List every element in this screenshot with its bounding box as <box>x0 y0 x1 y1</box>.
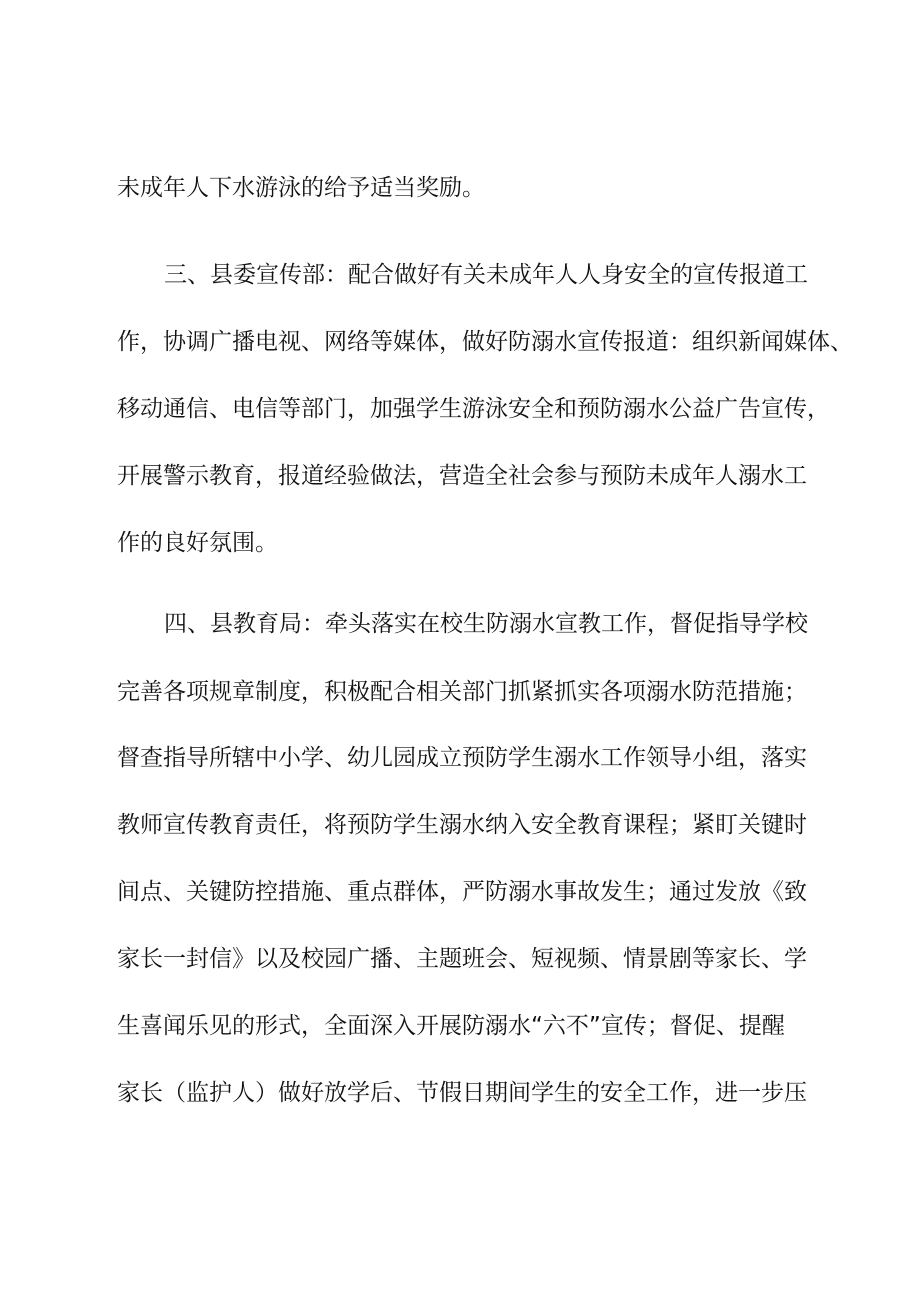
line-text: 生喜闻乐见的形式，全面深入开展防溺水“六不”宣传；督促、提醒 <box>117 1013 785 1039</box>
line-text: 家长（监护人）做好放学后、节假日期间学生的安全工作，进一步压 <box>117 1080 807 1106</box>
line-text: 四、县教育局：牵头落实在校生防溺水宣教工作，督促指导学校 <box>164 611 808 637</box>
line-text: 完善各项规章制度，积极配合相关部门抓紧抓实各项溺水防范措施； <box>117 679 807 705</box>
paragraph-line <box>0 604 920 644</box>
line-text: 三、县委宣传部：配合做好有关未成年人人身安全的宣传报道工 <box>164 262 808 288</box>
line-text: 教师宣传教育责任，将预防学生溺水纳入安全教育课程；紧盯关键时 <box>117 812 807 838</box>
paragraph-line <box>0 456 920 496</box>
paragraph-line <box>0 322 920 362</box>
line-text: 间点、关键防控措施、重点群体，严防溺水事故发生；通过发放《致 <box>117 879 807 905</box>
line-text: 移动通信、电信等部门，加强学生游泳安全和预防溺水公益广告宣传， <box>117 396 830 422</box>
paragraph-line <box>0 255 920 295</box>
paragraph-line <box>0 672 920 712</box>
paragraph-line <box>0 872 920 912</box>
line-text: 开展警示教育，报道经验做法，营造全社会参与预防未成年人溺水工 <box>117 463 807 489</box>
paragraph-line <box>0 738 920 778</box>
line-text: 作的良好氛围。 <box>117 530 278 556</box>
line-text: 家长一封信》以及校园广播、主题班会、短视频、情景剧等家长、学 <box>117 946 807 972</box>
paragraph-line <box>0 939 920 979</box>
paragraph-line <box>0 1073 920 1113</box>
paragraph-line <box>0 805 920 845</box>
line-text: 督查指导所辖中小学、幼儿园成立预防学生溺水工作领导小组，落实 <box>117 745 807 771</box>
line-text: 作，协调广播电视、网络等媒体，做好防溺水宣传报道：组织新闻媒体、 <box>117 329 853 355</box>
paragraph-line <box>0 1006 920 1046</box>
paragraph-line <box>0 523 920 563</box>
line-text: 未成年人下水游泳的给予适当奖励。 <box>117 175 485 201</box>
paragraph-line <box>0 389 920 429</box>
paragraph-line <box>0 168 920 208</box>
